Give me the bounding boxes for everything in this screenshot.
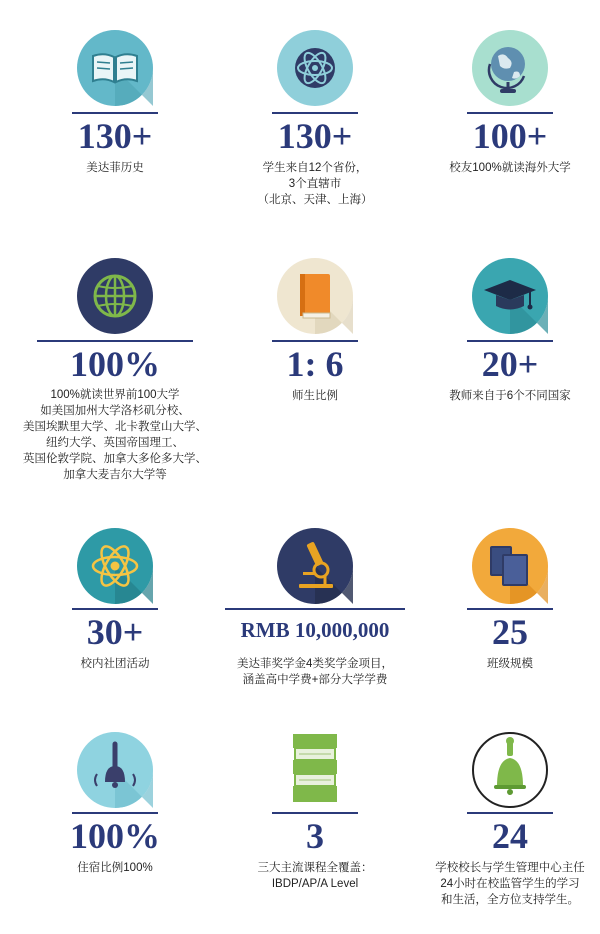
school-bell-icon	[470, 730, 550, 810]
stat-value: 100+	[472, 116, 548, 156]
closed-book-icon	[275, 256, 355, 336]
divider	[467, 340, 553, 342]
world-globe-icon	[75, 256, 155, 336]
open-book-icon	[75, 28, 155, 108]
stat-value: 24	[492, 816, 528, 856]
divider	[72, 812, 158, 814]
stat-value: 20+	[481, 344, 539, 384]
stat-value: 25	[492, 612, 528, 652]
divider	[467, 608, 553, 610]
divider	[72, 608, 158, 610]
stat-description: 美达菲历史	[86, 162, 144, 174]
stat-value: 30+	[86, 612, 144, 652]
stat-description: 学校校长与学生管理中心主任 24小时在校监管学生的学习 和生活，全方位支持学生。	[435, 862, 585, 906]
stat-description: 住宿比例100%	[77, 862, 153, 874]
graduation-cap-icon	[470, 256, 550, 336]
books-stack-icon	[470, 526, 550, 606]
stat-value: 100%	[70, 344, 160, 384]
desk-globe-icon	[470, 28, 550, 108]
stat-value: 3	[306, 816, 324, 856]
stat-description: 师生比例	[292, 390, 338, 402]
divider	[72, 112, 158, 114]
stat-description: 校友100%就读海外大学	[449, 162, 571, 174]
stat-value: 130+	[77, 116, 153, 156]
divider	[467, 112, 553, 114]
divider	[467, 812, 553, 814]
stat-value: 1: 6	[286, 344, 344, 384]
stat-value: 130+	[277, 116, 353, 156]
stat-description: 100%就读世界前100大学 如美国加州大学洛杉矶分校、 美国埃默里大学、北卡教堂山大学、 纽约大学、英国帝国理工、 英国伦敦学院、加拿大多伦多大学、 加拿大麦吉尔大学等	[23, 389, 207, 481]
atom-icon	[275, 28, 355, 108]
stat-description: 三大主流课程全覆盖： IBDP/AP/A Level	[257, 862, 373, 890]
divider	[272, 340, 358, 342]
stat-description: 美达菲奖学金4类奖学金项目， 涵盖高中学费+部分大学学费	[237, 658, 393, 686]
microscope-icon	[275, 526, 355, 606]
atom-orbit-icon	[75, 526, 155, 606]
textbooks-icon	[275, 730, 355, 810]
stat-description: 教师来自于6个不同国家	[449, 390, 571, 402]
hand-bell-icon	[75, 730, 155, 810]
divider	[272, 812, 358, 814]
stat-description: 班级规模	[487, 658, 533, 670]
divider	[37, 340, 193, 342]
stat-description: 校内社团活动	[80, 658, 150, 670]
stat-description: 学生来自12个省份， 3个直辖市 （北京、天津、上海）	[257, 162, 373, 206]
divider	[225, 608, 405, 610]
divider	[272, 112, 358, 114]
stat-value: RMB 10,000,000	[240, 618, 390, 642]
stat-value: 100%	[70, 816, 160, 856]
